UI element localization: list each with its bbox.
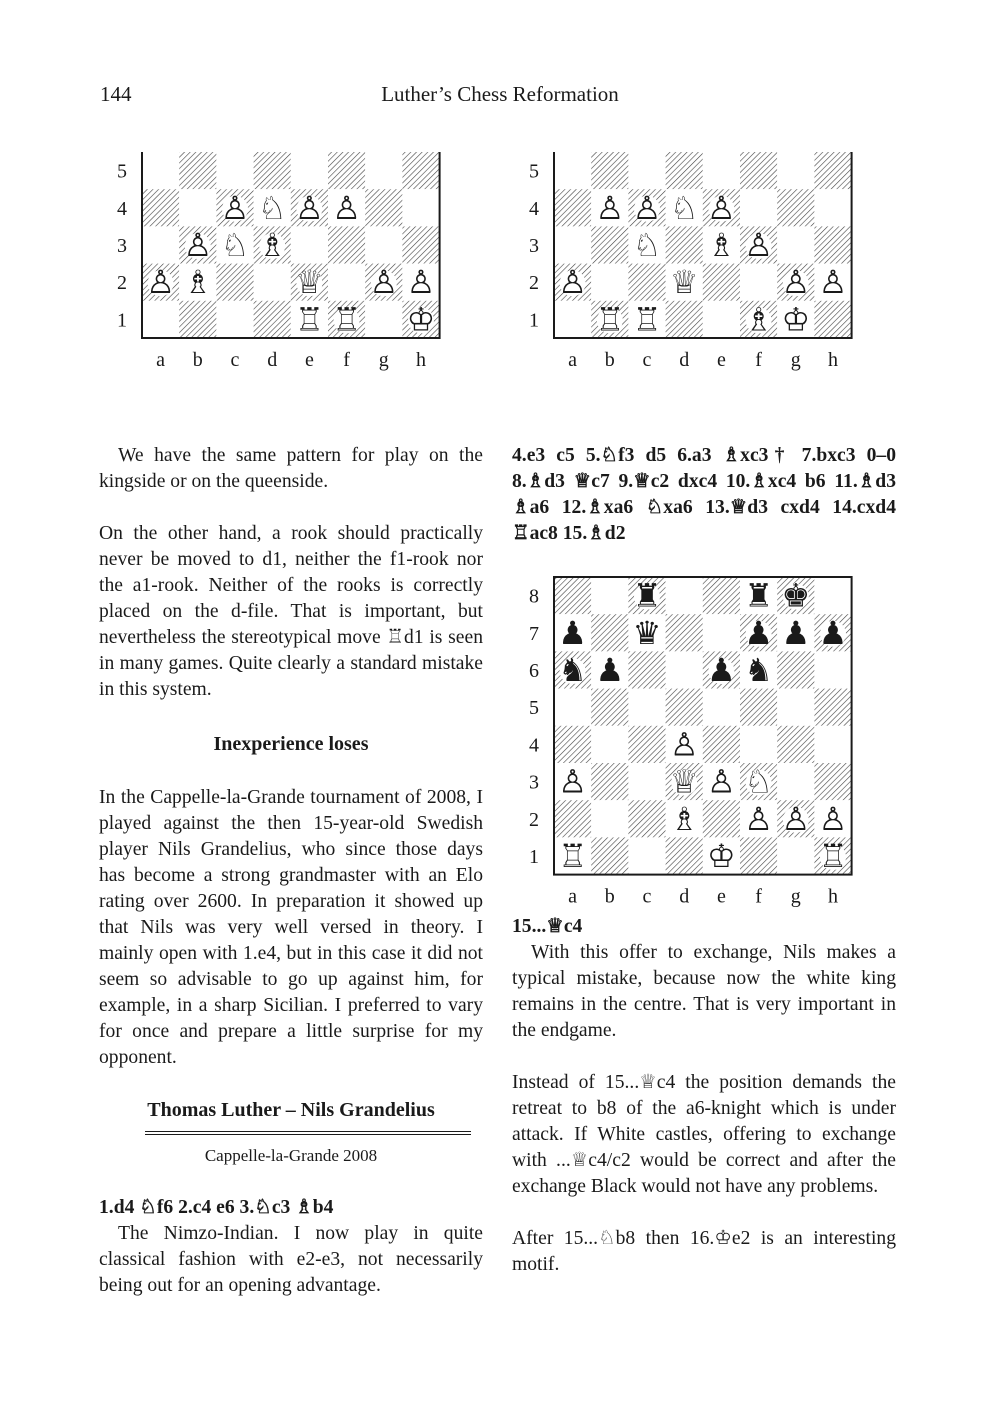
rank-label: 1	[117, 309, 127, 332]
right-column-bottom	[512, 914, 896, 1278]
rank-label: 2	[529, 272, 539, 295]
white-king-icon: ♔	[781, 300, 811, 339]
rank-label: 4	[529, 197, 539, 220]
dark-square	[628, 651, 665, 688]
file-label: b	[604, 349, 615, 371]
light-square	[254, 264, 291, 301]
white-knight-icon: ♘	[220, 226, 250, 264]
paragraph: Instead of 15...♕c4 the position demands the retreat to b8 of the a6-knight which is under attack. If White castles, offering to exchange with ...♕c4/c2 would be correct and after the exchange Black would not have any problems.	[512, 1072, 896, 1197]
rank-label: 4	[529, 734, 539, 757]
file-label: e	[304, 349, 314, 371]
light-square	[142, 152, 179, 189]
white-rook-icon: ♖	[332, 300, 361, 339]
dark-square	[328, 226, 365, 263]
white-pawn-icon: ♙	[558, 263, 587, 302]
rank-label: 5	[529, 160, 539, 183]
white-pawn-icon: ♙	[744, 226, 773, 264]
light-square	[703, 614, 740, 651]
dark-square	[666, 614, 703, 651]
dark-square	[591, 689, 628, 726]
light-square	[777, 689, 814, 726]
light-square	[179, 189, 216, 226]
dark-square	[814, 226, 851, 263]
file-label: d	[679, 885, 690, 908]
title-rule	[145, 1131, 471, 1135]
white-pawn-icon: ♙	[707, 762, 736, 801]
light-square	[365, 152, 402, 189]
light-square	[814, 577, 851, 614]
file-label: g	[378, 349, 389, 371]
light-square	[814, 651, 851, 688]
file-label: h	[828, 349, 838, 371]
white-king-icon: ♔	[406, 300, 436, 339]
black-rook-icon: ♜	[744, 576, 773, 615]
light-square	[628, 763, 665, 800]
dark-square	[703, 577, 740, 614]
game-venue: Cappelle-la-Grande 2008	[204, 1146, 378, 1165]
light-square	[216, 301, 253, 338]
light-square	[554, 226, 591, 263]
dark-square	[628, 800, 665, 837]
white-rook-icon: ♖	[295, 300, 324, 339]
move-annotation: 15...♕c4	[512, 916, 583, 937]
file-label: h	[828, 885, 838, 908]
white-pawn-icon: ♙	[781, 263, 811, 302]
light-square	[291, 226, 328, 263]
paragraph: With this offer to exchange, Nils makes a typical mistake, because now the white king remains in the centre. That is very important in the endgame.	[512, 942, 896, 1041]
dark-square	[216, 264, 253, 301]
black-pawn-icon: ♟	[707, 651, 736, 689]
light-square	[777, 837, 814, 874]
light-square	[777, 152, 814, 189]
file-label: e	[716, 349, 726, 371]
file-label: f	[343, 349, 350, 371]
dark-square	[740, 152, 777, 189]
rank-label: 7	[529, 622, 539, 645]
dark-square	[814, 301, 851, 338]
light-square	[554, 689, 591, 726]
white-pawn-icon: ♙	[558, 762, 587, 801]
file-label: c	[230, 349, 240, 371]
black-rook-icon: ♜	[632, 576, 662, 615]
dark-square	[703, 726, 740, 763]
light-square	[628, 152, 665, 189]
dark-square	[591, 152, 628, 189]
file-label: h	[416, 349, 426, 371]
chess-diagram-3	[512, 565, 862, 910]
white-pawn-icon: ♙	[818, 799, 848, 838]
white-pawn-icon: ♙	[369, 263, 399, 302]
dark-square	[591, 614, 628, 651]
light-square	[591, 726, 628, 763]
light-square	[703, 301, 740, 338]
file-label: a	[156, 349, 166, 371]
light-square	[142, 226, 179, 263]
paragraph: The Nimzo-Indian. I now play in quite classical fashion with e2-e3, not necessarily being out for an opening advantage.	[99, 1223, 483, 1296]
dark-square	[703, 264, 740, 301]
light-square	[703, 689, 740, 726]
dark-square	[740, 837, 777, 874]
rank-label: 4	[117, 197, 127, 220]
file-label: a	[568, 349, 578, 371]
black-knight-icon: ♞	[744, 651, 773, 689]
dark-square	[666, 689, 703, 726]
dark-square	[554, 577, 591, 614]
dark-square	[591, 226, 628, 263]
rank-label: 3	[529, 771, 539, 794]
white-pawn-icon: ♙	[595, 188, 625, 227]
white-pawn-icon: ♙	[183, 226, 213, 264]
dark-square	[777, 651, 814, 688]
white-king-icon: ♔	[707, 837, 736, 875]
light-square	[554, 152, 591, 189]
light-square	[740, 189, 777, 226]
light-square	[591, 800, 628, 837]
dark-square	[740, 689, 777, 726]
rank-label: 6	[529, 660, 539, 682]
chess-diagram-2	[512, 140, 862, 375]
rank-label: 1	[529, 309, 539, 332]
file-label: c	[642, 349, 652, 371]
dark-square	[254, 301, 291, 338]
dark-square	[328, 152, 365, 189]
light-square	[216, 152, 253, 189]
file-label: e	[716, 885, 726, 908]
white-knight-icon: ♘	[257, 188, 287, 227]
white-pawn-icon: ♙	[146, 263, 175, 302]
dark-square	[554, 800, 591, 837]
rank-label: 1	[529, 846, 539, 868]
dark-square	[402, 152, 439, 189]
dark-square	[179, 301, 216, 338]
dark-square	[814, 763, 851, 800]
chess-board-svg	[512, 140, 862, 375]
black-pawn-icon: ♟	[818, 613, 848, 652]
light-square	[666, 651, 703, 688]
white-bishop-icon: ♗	[183, 263, 213, 302]
file-label: f	[755, 349, 762, 371]
chess-diagram-1	[100, 140, 450, 375]
light-square	[328, 264, 365, 301]
white-rook-icon: ♖	[595, 300, 625, 339]
white-pawn-icon: ♙	[406, 263, 436, 302]
white-queen-icon: ♕	[669, 263, 699, 302]
white-pawn-icon: ♙	[332, 188, 361, 227]
white-queen-icon: ♕	[295, 263, 324, 302]
dark-square	[628, 726, 665, 763]
white-pawn-icon: ♙	[220, 188, 250, 227]
rank-label: 5	[529, 697, 539, 720]
paragraph: We have the same pattern for play on the kingside or on the queenside.	[99, 445, 483, 492]
dark-square	[179, 152, 216, 189]
file-label: d	[679, 349, 690, 371]
running-title: Luther’s Chess Reformation	[381, 82, 619, 106]
white-rook-icon: ♖	[818, 837, 848, 875]
light-square	[777, 763, 814, 800]
white-pawn-icon: ♙	[781, 799, 811, 838]
dark-square	[554, 189, 591, 226]
dark-square	[628, 264, 665, 301]
rank-label: 2	[117, 272, 127, 295]
paragraph: On the other hand, a rook should practically never be moved to d1, neither the f1-rook nor the a1-rook. Neither of the rooks is correctly placed on the d-file. That is important, but nevertheless the stereotypical move ♖d1 is seen in many games. Quite clearly a standard mistake in this system.	[99, 523, 483, 700]
light-square	[666, 577, 703, 614]
dark-square	[703, 800, 740, 837]
paragraph: After 15...♘b8 then 16.♔e2 is an interesting motif.	[512, 1228, 896, 1275]
white-bishop-icon: ♗	[669, 799, 699, 838]
section-heading: Inexperience loses	[213, 733, 369, 755]
white-pawn-icon: ♙	[818, 263, 848, 302]
dark-square	[666, 301, 703, 338]
file-label: b	[192, 349, 203, 371]
black-pawn-icon: ♟	[558, 613, 587, 652]
dark-square	[591, 763, 628, 800]
page-number: 144	[100, 82, 132, 106]
move-sequence: 1.d4 ♘f6 2.c4 e6 3.♘c3 ♗b4	[99, 1197, 334, 1218]
rank-label: 5	[117, 160, 127, 183]
dark-square	[554, 726, 591, 763]
dark-square	[142, 189, 179, 226]
file-label: a	[568, 885, 578, 908]
game-title: Thomas Luther – Nils Grandelius	[147, 1099, 435, 1121]
light-square	[365, 226, 402, 263]
light-square	[291, 152, 328, 189]
file-label: g	[790, 885, 801, 908]
white-rook-icon: ♖	[632, 300, 662, 339]
dark-square	[777, 726, 814, 763]
black-king-icon: ♚	[781, 576, 811, 615]
white-pawn-icon: ♙	[744, 799, 773, 838]
light-square	[591, 264, 628, 301]
dark-square	[591, 837, 628, 874]
black-pawn-icon: ♟	[781, 613, 811, 652]
file-label: g	[790, 349, 801, 371]
white-bishop-icon: ♗	[744, 300, 773, 339]
chess-board-svg	[100, 140, 450, 375]
rank-label: 3	[529, 235, 539, 257]
rank-label: 3	[117, 235, 127, 257]
file-label: c	[642, 885, 652, 908]
rank-label: 2	[529, 808, 539, 831]
light-square	[628, 837, 665, 874]
dark-square	[254, 152, 291, 189]
black-pawn-icon: ♟	[595, 651, 625, 689]
black-pawn-icon: ♟	[744, 613, 773, 652]
light-square	[591, 577, 628, 614]
move-sequence: 4.e3 c5 5.♘f3 d5 6.a3 ♗xc3† 7.bxc3 0–0 8.♗d3 ♕c7 9.♕c2 dxc4 10.♗xc4 b6 11.♗d3 ♗a6 12.♗xa6 ♘xa6 13.♕d3 cxd4 14.cxd4 ♖ac8 15.♗d2	[512, 445, 896, 544]
light-square	[777, 226, 814, 263]
white-bishop-icon: ♗	[707, 226, 736, 264]
white-knight-icon: ♘	[632, 226, 662, 264]
right-column-top	[512, 443, 896, 547]
file-label: d	[267, 349, 278, 371]
white-pawn-icon: ♙	[707, 188, 736, 227]
dark-square	[777, 189, 814, 226]
white-rook-icon: ♖	[558, 837, 587, 875]
dark-square	[666, 226, 703, 263]
white-knight-icon: ♘	[669, 188, 699, 227]
dark-square	[666, 152, 703, 189]
white-knight-icon: ♘	[744, 762, 773, 801]
light-square	[142, 301, 179, 338]
white-pawn-icon: ♙	[632, 188, 662, 227]
dark-square	[814, 689, 851, 726]
light-square	[703, 152, 740, 189]
light-square	[554, 301, 591, 338]
file-label: f	[755, 885, 762, 908]
light-square	[402, 189, 439, 226]
paragraph: In the Cappelle-la-Grande tournament of 2008, I played against the then 15-year-old Swedish player Nils Grandelius, who since those days has become a strong grandmaster with an Elo rating over 2600. In preparation it showed up that Nils was very well versed in theory. I mainly open with 1.e4, but in this case it did not seem so advisable to go up against him, for example, in a sharp Sicilian. I preferred to vary for once and prepare a little surprise for my opponent.	[99, 787, 483, 1068]
dark-square	[666, 837, 703, 874]
black-knight-icon: ♞	[558, 651, 587, 689]
white-pawn-icon: ♙	[669, 725, 699, 764]
white-bishop-icon: ♗	[257, 226, 287, 264]
light-square	[814, 726, 851, 763]
dark-square	[365, 189, 402, 226]
white-pawn-icon: ♙	[295, 188, 324, 227]
light-square	[814, 189, 851, 226]
chess-board-svg	[512, 565, 862, 910]
light-square	[365, 301, 402, 338]
dark-square	[402, 226, 439, 263]
light-square	[740, 726, 777, 763]
file-label: b	[604, 885, 615, 908]
black-queen-icon: ♛	[632, 613, 662, 652]
dark-square	[814, 152, 851, 189]
light-square	[628, 689, 665, 726]
left-column	[99, 443, 483, 1299]
light-square	[740, 264, 777, 301]
white-queen-icon: ♕	[669, 762, 699, 801]
rank-label: 8	[529, 585, 539, 608]
